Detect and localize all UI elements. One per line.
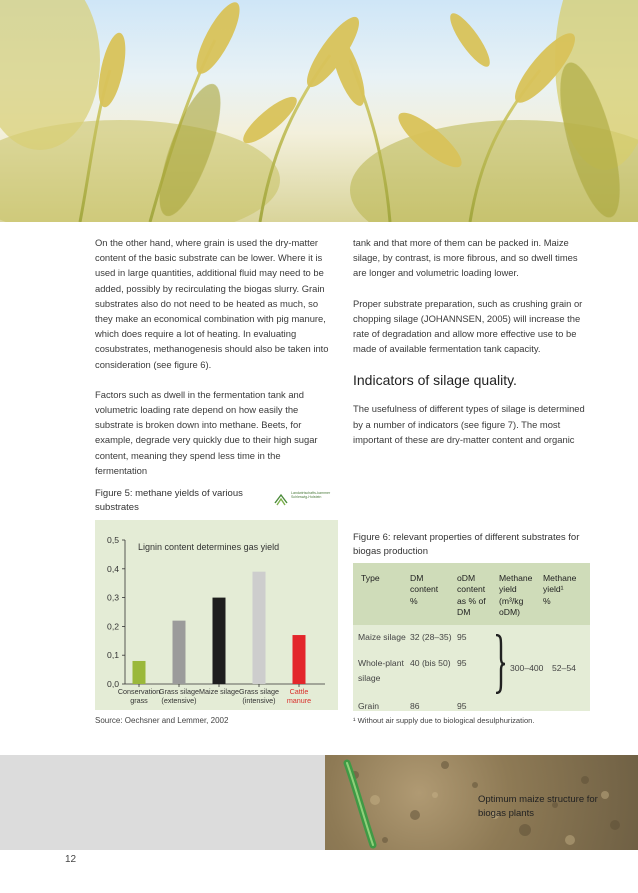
x-tick-label: Cattle manure (286, 687, 312, 705)
grouping-brace-icon (493, 634, 507, 694)
substrate-properties-table (353, 563, 590, 711)
paragraph: The usefulness of different types of silage is determined by a number of indicators (see figure 7). The most important of these are dry-matter content and organic (353, 403, 585, 445)
banner-caption: Optimum maize structure for biogas plants (478, 794, 598, 819)
table-cell-methane-yield-grouped: 300–400 (510, 663, 544, 673)
header-methane-percent: Methane yield¹ % (543, 573, 577, 606)
figure5-caption: Figure 5: methane yields of various substrates (95, 488, 243, 513)
wheat-illustration (0, 0, 638, 222)
table-cell-dm: 32 (28–35) (410, 632, 452, 642)
text-column-right (353, 235, 593, 462)
y-tick-label: 0,4 (107, 563, 119, 574)
header-dm-content: DM content % (410, 573, 439, 606)
paragraph: Factors such as dwell in the fermentation tank and volumetric loading rate depend on how easily the substrate is broken down into methane. Beets, for example, degrade very quickly due to their high sugar content, meaning they spend less time in the fermentation (95, 388, 318, 476)
table-footnote: ¹ Without air supply due to biological desulphurization. (353, 716, 535, 725)
figure6-caption: Figure 6: relevant properties of different substrates for biogas production (353, 532, 580, 557)
chart-title: Lignin content determines gas yield (138, 542, 280, 552)
table-cell-odm: 95 (457, 658, 467, 668)
x-tick-label: Grass silage (intensive) (239, 687, 279, 705)
paragraph: tank and that more of them can be packed in. Maize silage, by contrast, is more fibrous, and so dwell times are longer and volumetric loading lower. (353, 237, 578, 279)
text-column-left (95, 235, 335, 493)
chart-canvas (95, 520, 338, 710)
header-odm-content: oDM content as % of DM (457, 573, 486, 618)
table-cell-dm: 86 (410, 701, 420, 711)
chamber-logo (274, 490, 334, 512)
x-tick-label: Maize silage (199, 687, 239, 696)
chamber-logo-text: Landwirtschafts-kammer Schleswig-Holstein (291, 491, 331, 500)
y-tick-label: 0,2 (107, 621, 119, 632)
figure5-source: Source: Oechsner and Lemmer, 2002 (95, 716, 229, 725)
y-tick-label: 0,3 (107, 592, 119, 603)
hero-photo-wheat-field (0, 0, 638, 222)
paragraph: Proper substrate preparation, such as crushing grain or chopping silage (JOHANNSEN, 2005) will increase the rate of degradation and allow more effective use to be made of available fermentation tank capacity. (353, 297, 583, 355)
table-cell-methane-percent-grouped: 52–54 (552, 663, 576, 673)
paragraph: On the other hand, where grain is used the dry-matter content of the basic substrate can be lower. Where it is used in large quantities, additional fluid may need to be added, possibly by recirculating the biogas slurry. Grain substrates also do not need to be heated as much, so they make an economical combination with pig manure, which does require a lot of heating. In evaluating cosubstrates, methanogenesis should also be taken into consideration (see figure 6). (95, 237, 329, 370)
chart-bar (133, 661, 146, 684)
y-tick-label: 0,1 (107, 650, 119, 661)
header-methane-yield: Methane yield (m³/kg oDM) (499, 573, 533, 618)
table-cell-odm: 95 (457, 632, 467, 642)
header-type: Type (361, 573, 380, 583)
table-cell-type: Grain (358, 701, 380, 711)
x-tick-label: Conservation grass (117, 687, 161, 705)
table-cell-odm: 95 (457, 701, 467, 711)
table-cell-dm: 40 (bis 50) (410, 658, 451, 668)
table-cell-type: Maize silage (358, 632, 406, 642)
y-tick-label: 0,0 (107, 679, 119, 689)
y-tick-label: 0,5 (107, 535, 119, 545)
page-number: 12 (65, 854, 77, 865)
methane-yield-chart (95, 520, 338, 710)
table-cell-type: Whole-plant silage (358, 658, 404, 683)
chamber-logo-icon (274, 492, 288, 506)
table-header-row (353, 563, 590, 625)
chart-bar (253, 572, 266, 684)
x-tick-label: Grass silage (extensive) (159, 687, 199, 705)
chart-bar (293, 635, 306, 684)
chart-bar (173, 621, 186, 684)
chart-bar (213, 598, 226, 684)
section-heading: Indicators of silage quality. (353, 372, 517, 389)
